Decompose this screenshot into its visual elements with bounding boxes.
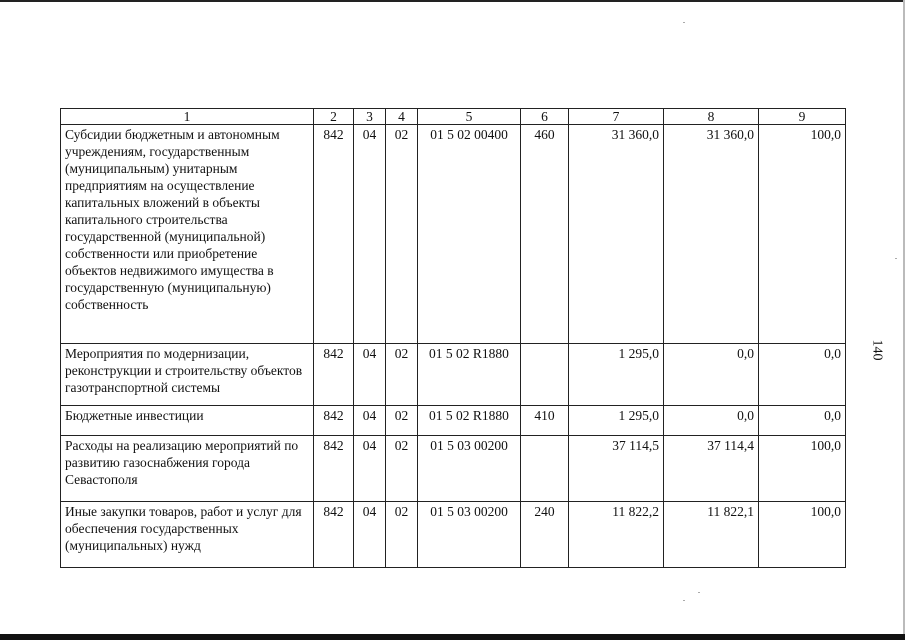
expense-type-cell: 410: [521, 406, 569, 436]
row-name-cell: Бюджетные инвестиции: [61, 406, 314, 436]
executed-amount-cell: 0,0: [664, 406, 759, 436]
planned-amount-cell: 1 295,0: [569, 406, 664, 436]
table-row: [61, 344, 846, 406]
table-row: [61, 125, 846, 344]
code-cell: 842: [314, 125, 354, 344]
header-cell: 2: [314, 109, 354, 125]
target-article-cell: 01 5 03 00200: [418, 436, 521, 502]
expense-type-cell: [521, 344, 569, 406]
expense-type-cell: [521, 436, 569, 502]
planned-amount-cell: 37 114,5: [569, 436, 664, 502]
percent-cell: 0,0: [759, 344, 846, 406]
target-article-cell: 01 5 03 00200: [418, 502, 521, 568]
scan-speck: [698, 592, 700, 593]
planned-amount-cell: 31 360,0: [569, 125, 664, 344]
section-cell: 04: [354, 502, 386, 568]
subsection-cell: 02: [386, 125, 418, 344]
table-row: [61, 502, 846, 568]
header-cell: 1: [61, 109, 314, 125]
code-cell: 842: [314, 406, 354, 436]
row-name-cell: Субсидии бюджетным и автономным учреждениям, государственным (муниципальным) унитарным предприятиям на осуществление капитальных вложений в объекты капитального строительства государственной (муниципальной) собственности или приобретение объектов недвижимого имущества в государственную (муниципальную) собственность: [61, 125, 314, 344]
page-number: 140: [869, 339, 885, 361]
scan-speck: [895, 258, 897, 259]
target-article-cell: 01 5 02 R1880: [418, 406, 521, 436]
section-cell: 04: [354, 344, 386, 406]
target-article-cell: 01 5 02 00400: [418, 125, 521, 344]
planned-amount-cell: 11 822,2: [569, 502, 664, 568]
executed-amount-cell: 31 360,0: [664, 125, 759, 344]
section-cell: 04: [354, 125, 386, 344]
executed-amount-cell: 0,0: [664, 344, 759, 406]
planned-amount-cell: 1 295,0: [569, 344, 664, 406]
table-row: [61, 406, 846, 436]
header-cell: 4: [386, 109, 418, 125]
code-cell: 842: [314, 436, 354, 502]
section-cell: 04: [354, 436, 386, 502]
percent-cell: 100,0: [759, 502, 846, 568]
scan-top-edge: [0, 0, 905, 2]
percent-cell: 100,0: [759, 436, 846, 502]
expense-type-cell: 460: [521, 125, 569, 344]
target-article-cell: 01 5 02 R1880: [418, 344, 521, 406]
header-cell: 3: [354, 109, 386, 125]
percent-cell: 100,0: [759, 125, 846, 344]
header-cell: 8: [664, 109, 759, 125]
code-cell: 842: [314, 344, 354, 406]
scan-speck: [683, 22, 685, 23]
executed-amount-cell: 11 822,1: [664, 502, 759, 568]
subsection-cell: 02: [386, 406, 418, 436]
subsection-cell: 02: [386, 344, 418, 406]
row-name-cell: Мероприятия по модернизации, реконструкции и строительству объектов газотранспортной системы: [61, 344, 314, 406]
header-cell: 7: [569, 109, 664, 125]
scan-bottom-edge: [0, 634, 905, 640]
percent-cell: 0,0: [759, 406, 846, 436]
section-cell: 04: [354, 406, 386, 436]
budget-table: [60, 108, 846, 568]
code-cell: 842: [314, 502, 354, 568]
row-name-cell: Расходы на реализацию мероприятий по развитию газоснабжения города Севастополя: [61, 436, 314, 502]
row-name-cell: Иные закупки товаров, работ и услуг для обеспечения государственных (муниципальных) нужд: [61, 502, 314, 568]
executed-amount-cell: 37 114,4: [664, 436, 759, 502]
header-cell: 9: [759, 109, 846, 125]
scan-speck: [683, 600, 685, 601]
header-cell: 6: [521, 109, 569, 125]
table-header-row: [61, 109, 846, 125]
subsection-cell: 02: [386, 502, 418, 568]
subsection-cell: 02: [386, 436, 418, 502]
expense-type-cell: 240: [521, 502, 569, 568]
table-row: [61, 436, 846, 502]
header-cell: 5: [418, 109, 521, 125]
